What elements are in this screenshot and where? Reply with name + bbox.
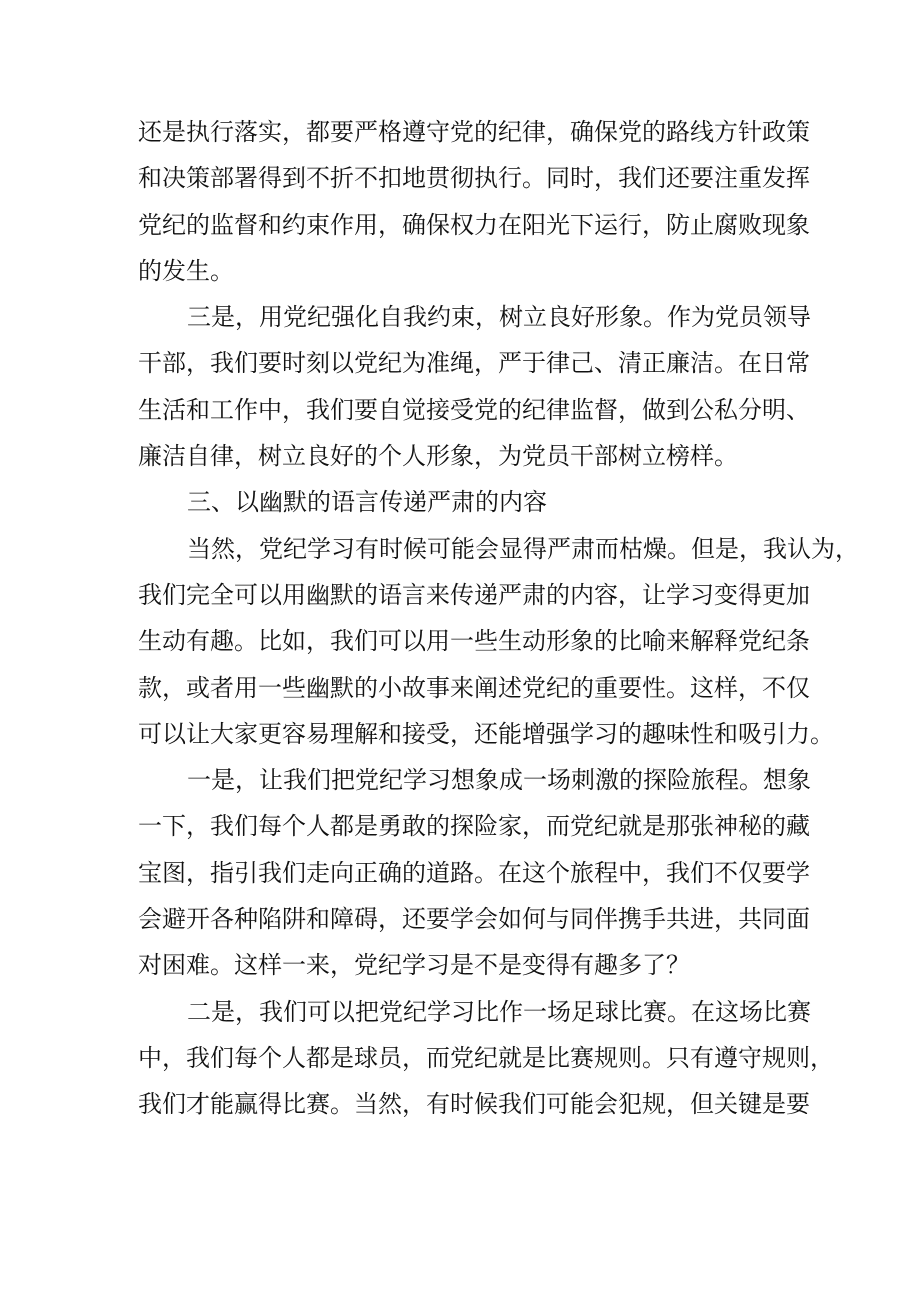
text-line: 生活和工作中，我们要自觉接受党的纪律监督，做到公私分明、 — [138, 395, 810, 424]
paragraph-end-line: 廉洁自律，树立良好的个人形象，为党员干部树立榜样。 — [138, 442, 738, 471]
text-line: 会避开各种陷阱和障碍，还要学会如何与同伴携手共进，共同面 — [138, 905, 810, 934]
text-line: 和决策部署得到不折不扣地贯彻执行。同时，我们还要注重发挥 — [138, 164, 810, 193]
paragraph-first-line: 当然，党纪学习有时候可能会显得严肃而枯燥。但是，我认为， — [187, 534, 859, 563]
text-line: 我们才能赢得比赛。当然，有时候我们可能会犯规，但关键是要 — [138, 1090, 810, 1119]
text-line: 宝图，指引我们走向正确的道路。在这个旅程中，我们不仅要学 — [138, 858, 810, 887]
paragraph-first-line: 三是，用党纪强化自我约束，树立良好形象。作为党员领导 — [187, 303, 811, 332]
document-body — [138, 109, 859, 1128]
text-line: 干部，我们要时刻以党纪为准绳，严于律己、清正廉洁。在日常 — [138, 349, 810, 378]
paragraph-end-line: 可以让大家更容易理解和接受，还能增强学习的趣味性和吸引力。 — [138, 719, 834, 748]
paragraph-end-line: 对困难。这样一来，党纪学习是不是变得有趣多了？ — [138, 951, 690, 980]
text-line: 一下，我们每个人都是勇敢的探险家，而党纪就是那张神秘的藏 — [138, 812, 810, 841]
text-line: 我们完全可以用幽默的语言来传递严肃的内容，让学习变得更加 — [138, 580, 810, 609]
section-heading: 三、以幽默的语言传递严肃的内容 — [187, 488, 547, 517]
paragraph-end-line: 的发生。 — [138, 256, 234, 285]
text-line: 还是执行落实，都要严格遵守党的纪律，确保党的路线方针政策 — [138, 118, 810, 146]
paragraph-first-line: 一是，让我们把党纪学习想象成一场刺激的探险旅程。想象 — [187, 766, 811, 795]
text-line: 款，或者用一些幽默的小故事来阐述党纪的重要性。这样，不仅 — [138, 673, 810, 702]
text-line: 中，我们每个人都是球员，而党纪就是比赛规则。只有遵守规则， — [138, 1043, 834, 1072]
text-line: 党纪的监督和约束作用，确保权力在阳光下运行，防止腐败现象 — [138, 210, 810, 239]
text-line: 生动有趣。比如，我们可以用一些生动形象的比喻来解释党纪条 — [138, 627, 810, 656]
paragraph-first-line: 二是，我们可以把党纪学习比作一场足球比赛。在这场比赛 — [187, 997, 811, 1026]
